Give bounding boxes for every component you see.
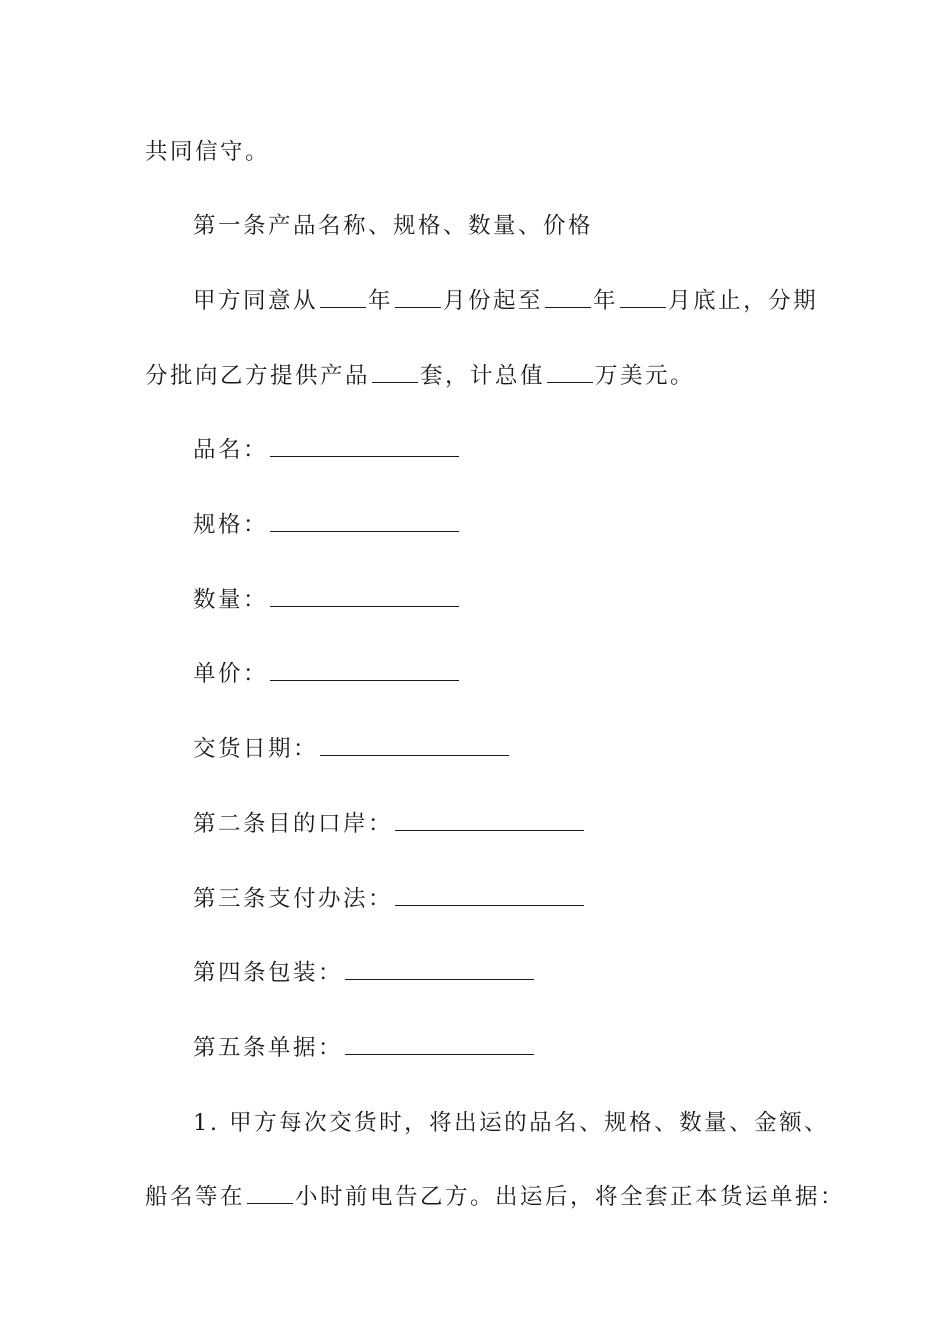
port-blank[interactable]: [395, 810, 584, 831]
text-line: 共同信守。: [145, 139, 271, 165]
delivery-date-field: 交货日期：: [193, 734, 511, 764]
clause-1-line: 1. 甲方每次交货时，将出运的品名、规格、数量、金额、: [193, 1110, 830, 1136]
spec-blank[interactable]: [270, 511, 459, 532]
end-month-blank[interactable]: [620, 287, 666, 308]
documents-blank[interactable]: [345, 1034, 534, 1055]
sets-blank[interactable]: [372, 362, 418, 383]
article-4-packing: 第四条包装：: [193, 958, 536, 988]
article-2-port: 第二条目的口岸：: [193, 809, 586, 839]
quantity-field: 数量：: [193, 585, 461, 615]
article-1-heading: 第一条产品名称、规格、数量、价格: [193, 213, 594, 239]
product-name-field: 品名：: [193, 435, 461, 465]
delivery-date-blank[interactable]: [320, 735, 509, 756]
start-year-blank[interactable]: [320, 287, 366, 308]
product-name-blank[interactable]: [270, 436, 459, 457]
article-3-payment: 第三条支付办法：: [193, 884, 586, 914]
supply-quantity-line: 分批向乙方提供产品 套，计总值 万美元。: [145, 363, 696, 389]
supply-period-line: 甲方同意从 年 月份起至 年 月底止，分期: [193, 288, 819, 314]
quantity-blank[interactable]: [270, 586, 459, 607]
spec-field: 规格：: [193, 510, 461, 540]
start-month-blank[interactable]: [395, 287, 441, 308]
end-year-blank[interactable]: [545, 287, 591, 308]
unit-price-field: 单价：: [193, 659, 461, 689]
packing-blank[interactable]: [345, 959, 534, 980]
payment-blank[interactable]: [395, 885, 584, 906]
unit-price-blank[interactable]: [270, 660, 459, 681]
article-5-documents: 第五条单据：: [193, 1033, 536, 1063]
clause-1-continued: 船名等在 小时前电告乙方。出运后，将全套正本货运单据：: [145, 1184, 846, 1210]
total-value-blank[interactable]: [547, 362, 593, 383]
hours-blank[interactable]: [247, 1183, 293, 1204]
